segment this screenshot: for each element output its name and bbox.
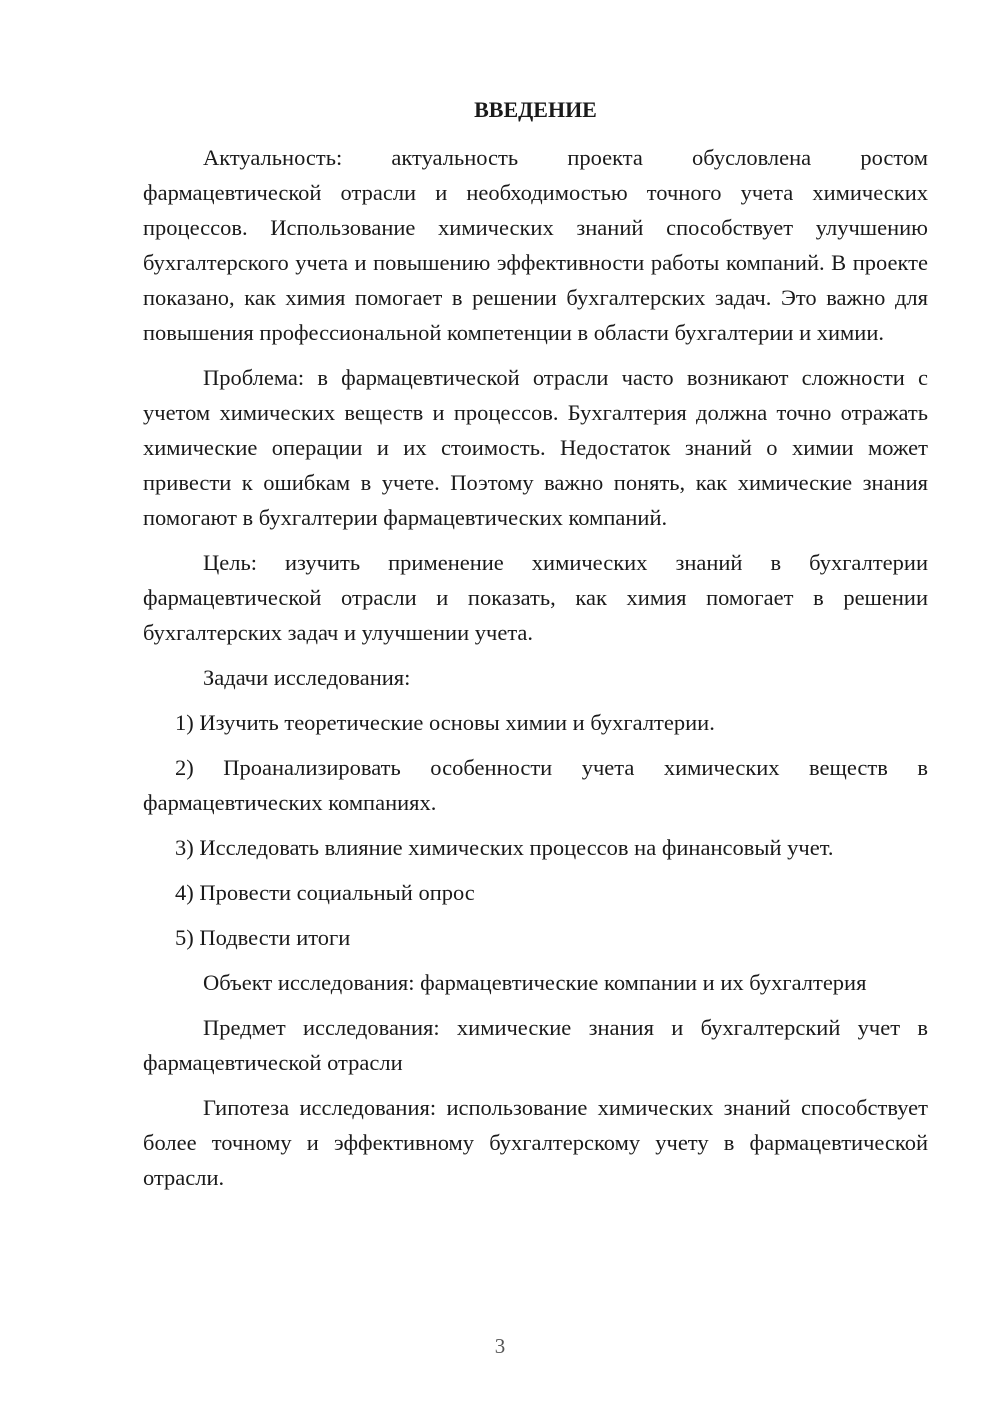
paragraph-subject: Предмет исследования: химические знания и бухгалтерский учет в фармацевтической отрасли (143, 1015, 928, 1075)
task-item: 1) Изучить теоретические основы химии и бухгалтерии. (175, 710, 715, 735)
tasks-heading: Задачи исследования: (203, 665, 411, 690)
paragraph-object: Объект исследования: фармацевтические компании и их бухгалтерия (203, 970, 867, 995)
paragraph-relevance: Актуальность: актуальность проекта обусловлена ростом фармацевтической отрасли и необходимостью точного учета химических процессов. Использование химических знаний способствует улучшению бухгалтерского учета и повышению эффективности работы компаний. В проекте показано, как химия помогает в решении бухгалтерских задач. Это важно для повышения профессиональной компетенции в области бухгалтерии и химии. (143, 145, 928, 345)
paragraph-hypothesis: Гипотеза исследования: использование химических знаний способствует более точному и эффективному бухгалтерскому учету в фармацевтической отрасли. (143, 1095, 928, 1190)
task-item: 4) Провести социальный опрос (175, 880, 475, 905)
task-item: 5) Подвести итоги (175, 925, 351, 950)
document-page (143, 94, 928, 1205)
page-number: 3 (494, 1334, 506, 1358)
page-title: ВВЕДЕНИЕ (474, 97, 597, 122)
paragraph-goal: Цель: изучить применение химических знаний в бухгалтерии фармацевтической отрасли и показать, как химия помогает в решении бухгалтерских задач и улучшении учета. (143, 550, 928, 645)
task-item: 3) Исследовать влияние химических процессов на финансовый учет. (175, 835, 834, 860)
task-item: 2) Проанализировать особенности учета химических веществ в фармацевтических компаниях. (143, 755, 928, 815)
paragraph-problem: Проблема: в фармацевтической отрасли часто возникают сложности с учетом химических веществ и процессов. Бухгалтерия должна точно отражать химические операции и их стоимость. Недостаток знаний о химии может привести к ошибкам в учете. Поэтому важно понять, как химические знания помогают в бухгалтерии фармацевтических компаний. (143, 365, 928, 530)
